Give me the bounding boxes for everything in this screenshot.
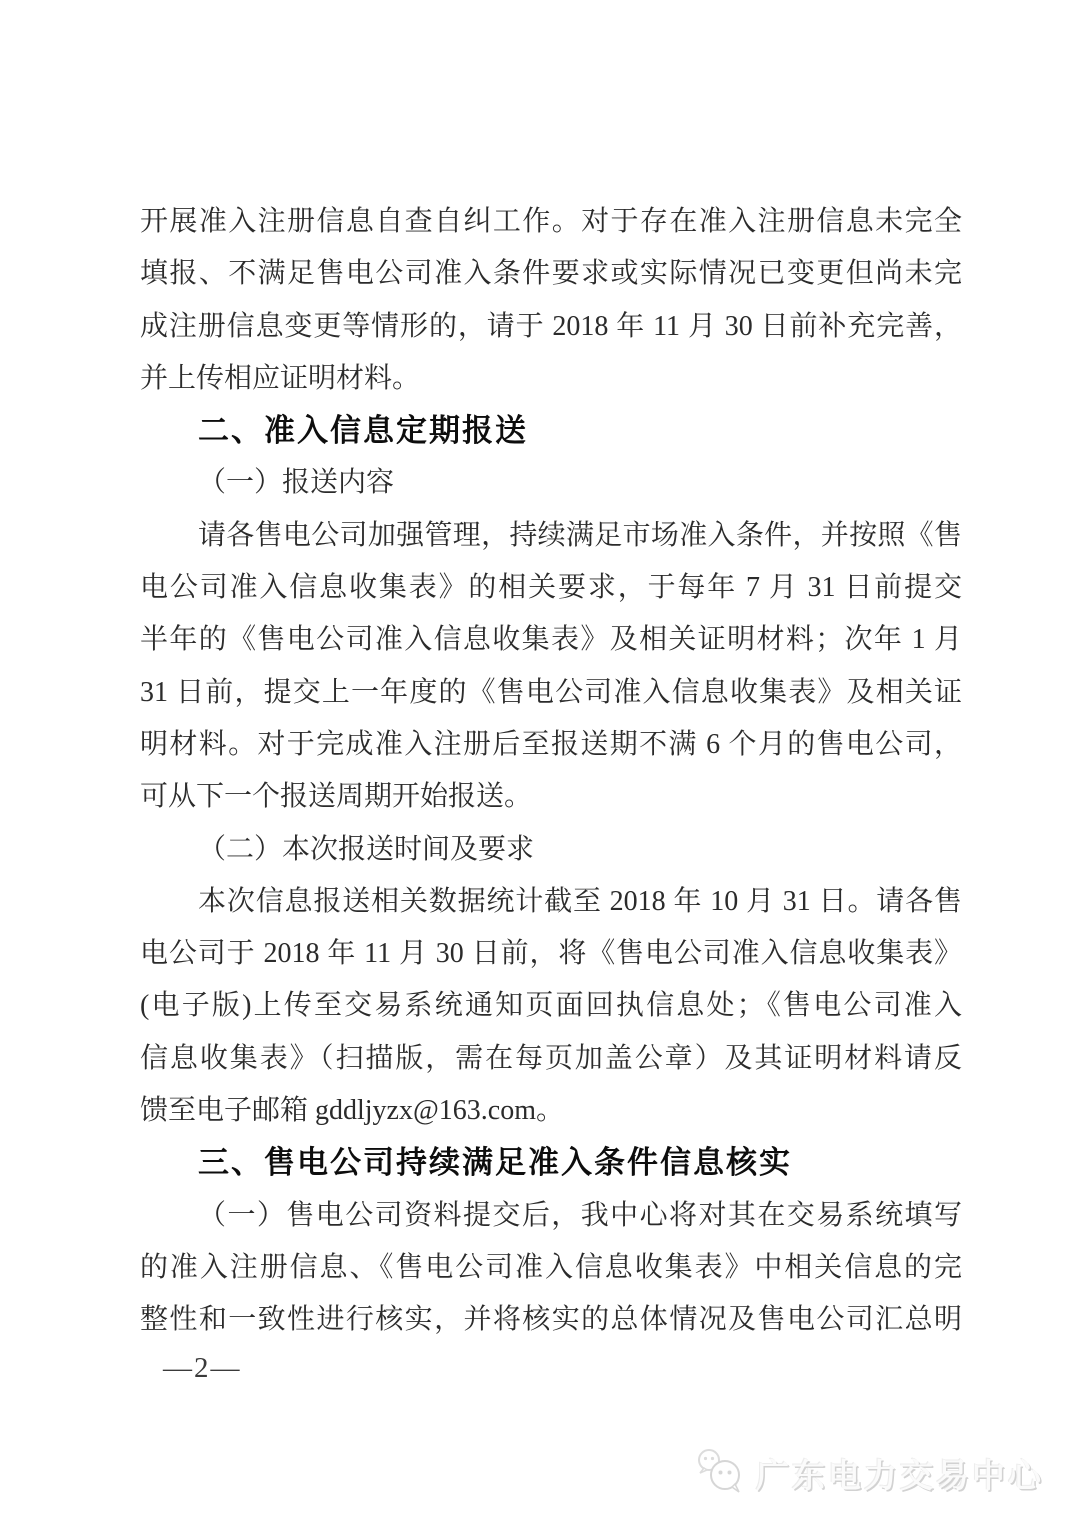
footer-brand-text: 广东电力交易中心 xyxy=(756,1457,1044,1494)
section-heading: 三、售电公司持续满足准入条件信息核实 xyxy=(198,1145,792,1181)
text-line: 信息收集表》（扫描版，需在每页加盖公章）及其证明材料请反 xyxy=(140,1042,962,1074)
text-line: 的准入注册信息、《售电公司准入信息收集表》中相关信息的完 xyxy=(140,1251,962,1283)
text-line: （一）报送内容 xyxy=(198,467,395,499)
text-line: 明材料。对于完成准入注册后至报送期不满 6 个月的售电公司， xyxy=(140,728,962,760)
page-number: —2— xyxy=(163,1352,242,1384)
text-line: 馈至电子邮箱 gddljyzx@163.com。 xyxy=(140,1095,564,1127)
text-line: 整性和一致性进行核实，并将核实的总体情况及售电公司汇总明 xyxy=(140,1304,962,1336)
text-line: 并上传相应证明材料。 xyxy=(140,362,421,394)
text-line: 电公司准入信息收集表》的相关要求，于每年 7 月 31 日前提交 xyxy=(140,572,962,604)
text-line: 电公司于 2018 年 11 月 30 日前，将《售电公司准入信息收集表》 xyxy=(140,938,962,970)
speech-bubbles-logo-icon xyxy=(692,1446,748,1501)
text-line: 可从下一个报送周期开始报送。 xyxy=(140,781,533,813)
text-line: 31 日前，提交上一年度的《售电公司准入信息收集表》及相关证 xyxy=(140,676,962,708)
text-line: （一）售电公司资料提交后，我中心将对其在交易系统填写 xyxy=(198,1199,962,1231)
text-line: 成注册信息变更等情形的，请于 2018 年 11 月 30 日前补充完善， xyxy=(140,310,962,342)
text-line: （二）本次报送时间及要求 xyxy=(198,833,535,865)
text-line: 请各售电公司加强管理，持续满足市场准入条件，并按照《售 xyxy=(198,519,962,551)
text-line: 半年的《售电公司准入信息收集表》及相关证明材料；次年 1 月 xyxy=(140,624,962,656)
section-heading: 二、准入信息定期报送 xyxy=(198,413,528,449)
text-line: (电子版)上传至交易系统通知页面回执信息处；《售电公司准入 xyxy=(140,990,962,1022)
text-line: 填报、不满足售电公司准入条件要求或实际情况已变更但尚未完 xyxy=(140,258,962,290)
text-line: 开展准入注册信息自查自纠工作。对于存在准入注册信息未完全 xyxy=(140,206,962,237)
text-line: 本次信息报送相关数据统计截至 2018 年 10 月 31 日。请各售 xyxy=(198,885,962,917)
footer-brand xyxy=(692,1446,1044,1501)
document-body xyxy=(140,196,962,1347)
